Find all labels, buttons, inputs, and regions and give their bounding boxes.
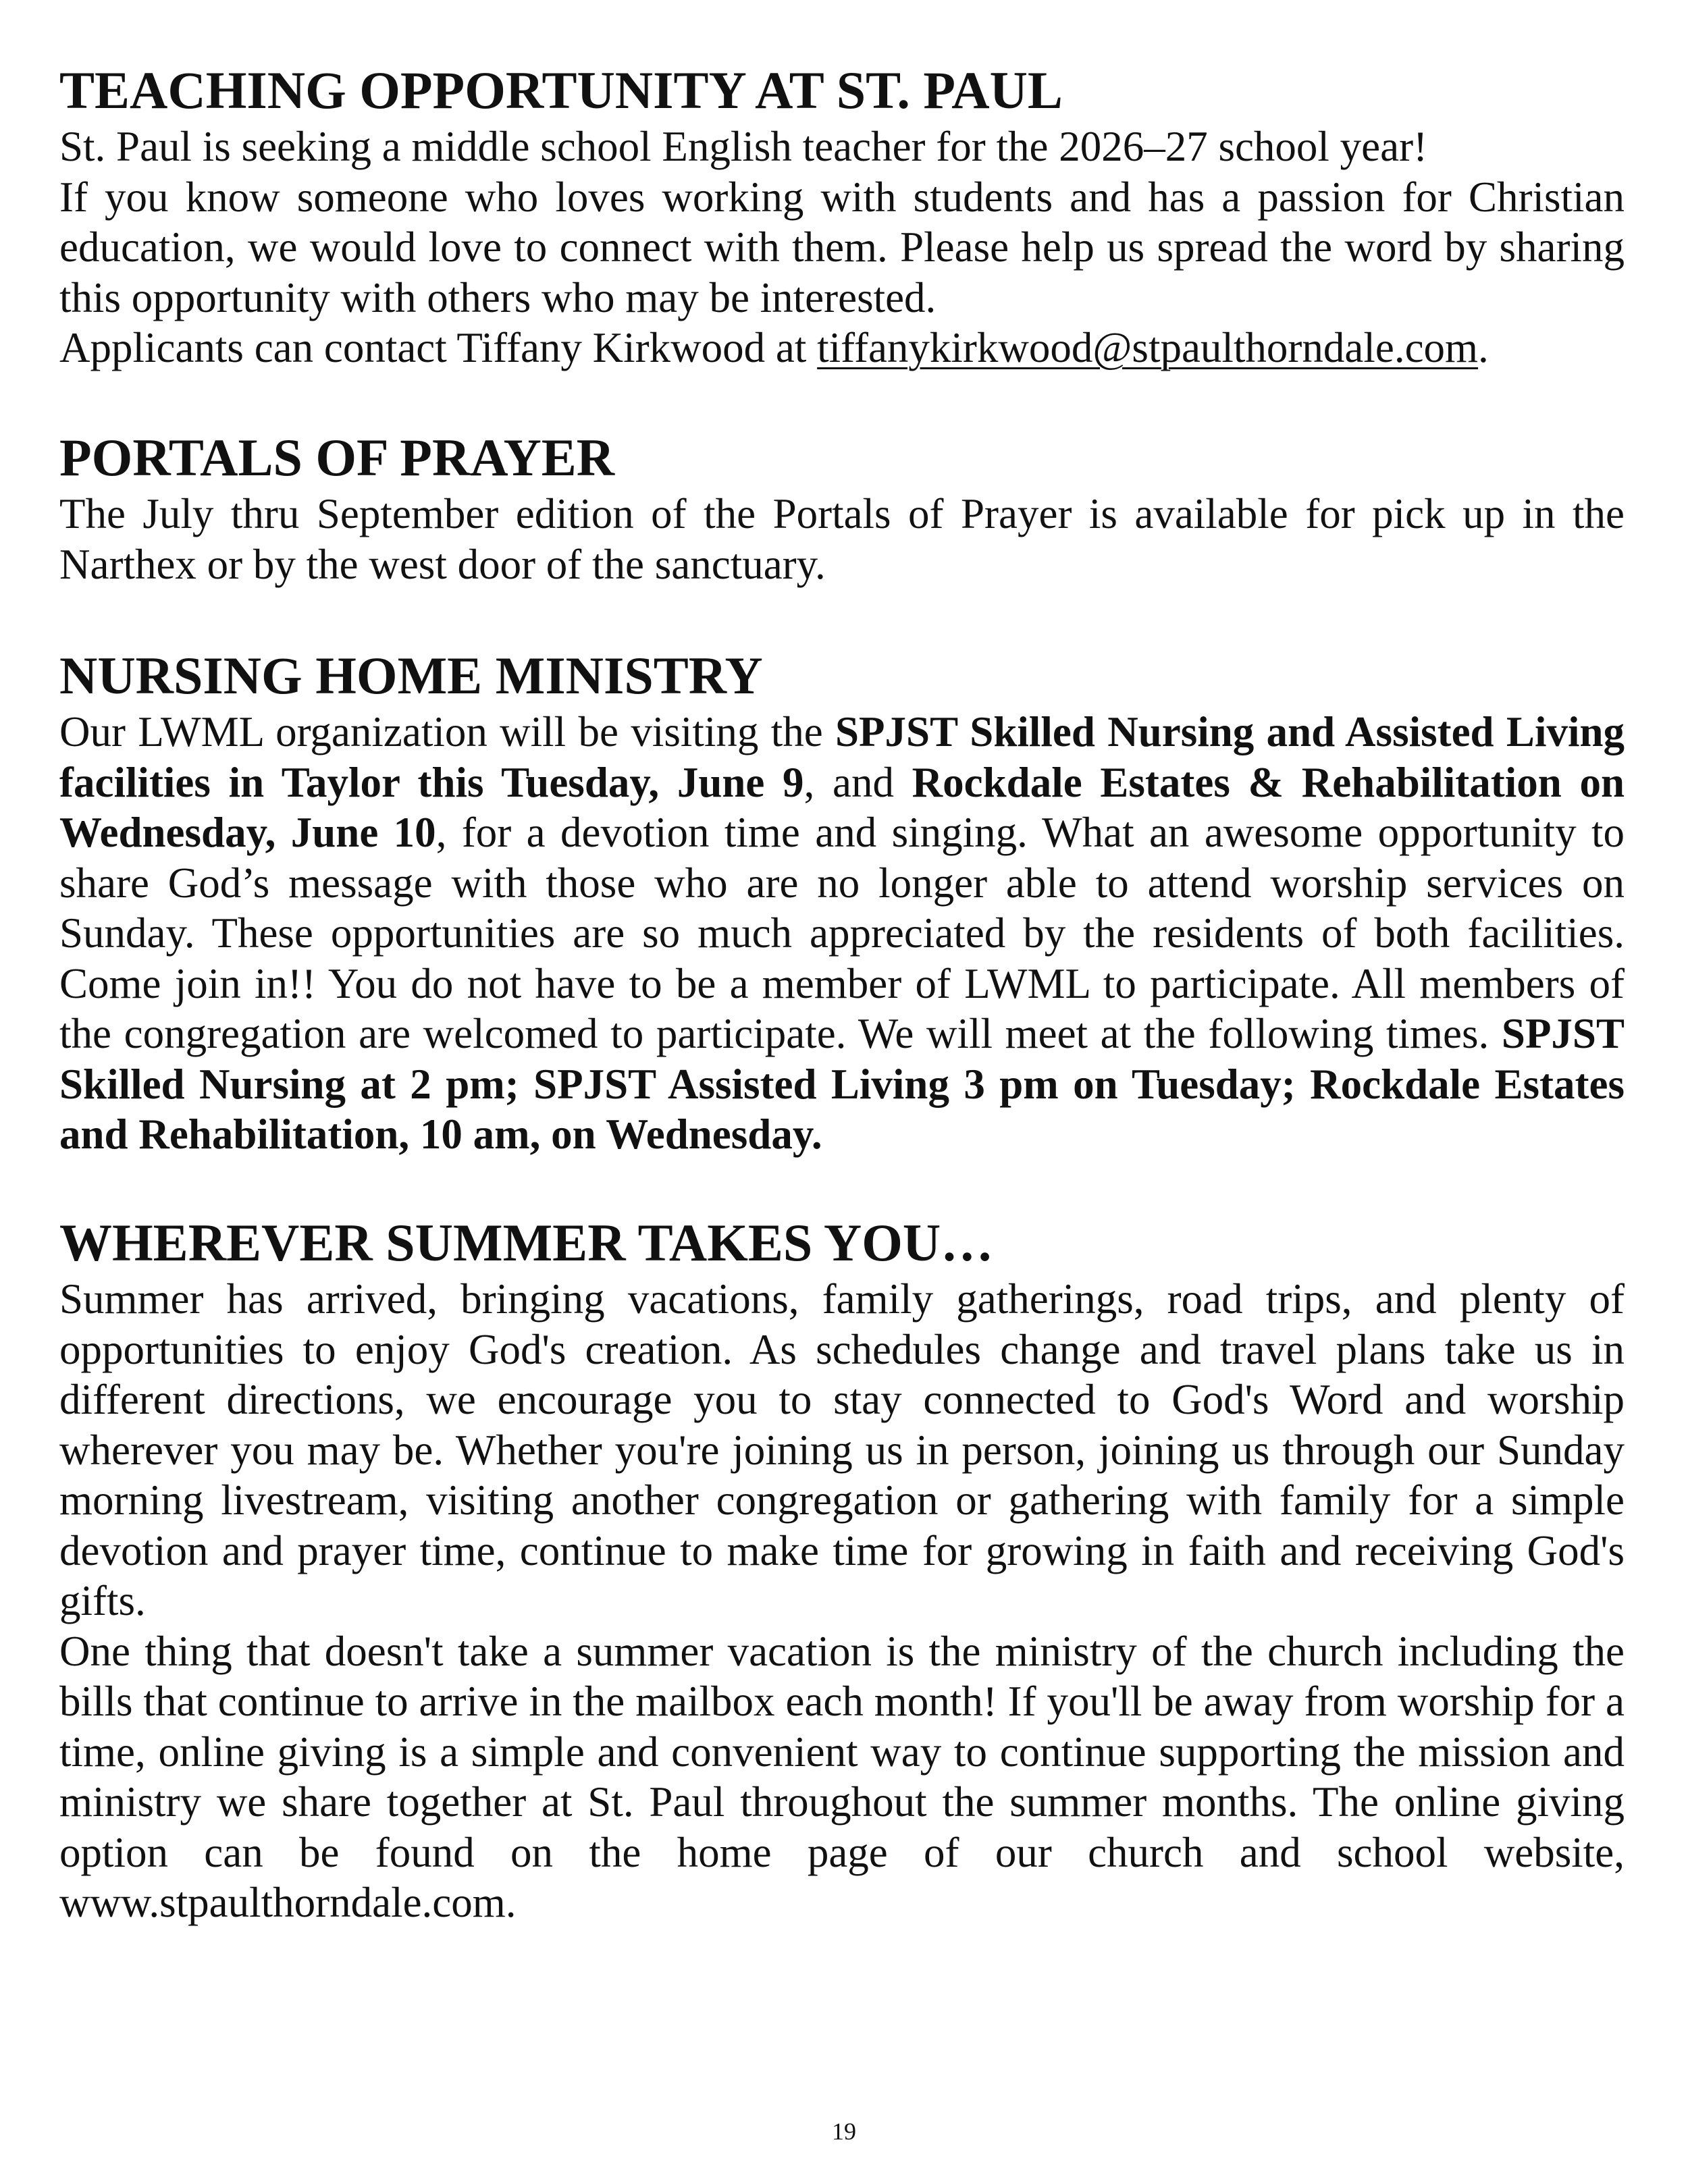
teaching-intro: St. Paul is seeking a middle school English teacher for the 2026–27 school year! <box>59 123 1428 170</box>
portals-heading: PORTALS OF PRAYER <box>59 428 615 487</box>
teaching-contact <box>59 323 1625 373</box>
summer-body-2: One thing that doesn't take a summer vacation is the ministry of the church including the bills that continue to arrive in the mailbox each month! If you'll be away from worship for a time, online giving is a simple and convenient way to continue supporting the mission and ministry we share together at St. Paul throughout the summer months. The online giving option can be found on the home page of our church and school website, www.stpaulthorndale.com. <box>59 1627 1625 1926</box>
teaching-heading: TEACHING OPPORTUNITY AT ST. PAUL <box>59 61 1063 119</box>
summer-body-1: Summer has arrived, bringing vacations, family gatherings, road trips, and plenty of opportunities to enjoy God's creation. As schedules change and travel plans take us in different directions, we encourage you to stay connected to God's Word and worship wherever you may be. Whether you're joining us in person, joining us through our Sunday morning livestream, visiting another congregation or gathering with family for a simple devotion and prayer time, continue to make time for growing in faith and receiving God's gifts. <box>59 1275 1625 1624</box>
contact-prefix: Applicants can contact Tiffany Kirkwood at <box>59 324 818 371</box>
nursing-taylor-visit: SPJST Skilled Nursing and Assisted Living facilities in Taylor this Tuesday, June 9 <box>59 708 1625 806</box>
nursing-body <box>59 707 1625 1160</box>
nursing-rockdale-visit: Rockdale Estates & Rehabilitation on Wednesday, June 10 <box>59 758 1625 856</box>
nursing-section <box>59 645 1625 1160</box>
contact-email-link[interactable]: tiffanykirkwood@stpaulthorndale.com <box>817 324 1479 371</box>
nursing-text-1: Our LWML organization will be visiting the <box>59 708 836 755</box>
page-number: 19 <box>832 2118 856 2145</box>
portals-body: The July thru September edition of the Portals of Prayer is available for pick up in the Narthex or by the west door of the sanctuary. <box>59 490 1625 588</box>
nursing-heading: NURSING HOME MINISTRY <box>59 646 763 705</box>
nursing-text-2: , and <box>803 758 912 806</box>
teaching-body: If you know someone who loves working with students and has a passion for Christian education, we would love to connect with them. Please help us spread the word by sharing this opportunity with others who may be interested. <box>59 173 1625 321</box>
nursing-schedule: SPJST Skilled Nursing at 2 pm; SPJST Assisted Living 3 pm on Tuesday; Rockdale Estates and Rehabilitation, 10 am, on Wednesday. <box>59 1010 1625 1158</box>
summer-heading: WHEREVER SUMMER TAKES YOU… <box>59 1213 994 1272</box>
nursing-text-3: , for a devotion time and singing. What an awesome opportunity to share God’s message with those who are no longer able to attend worship services on Sunday. These opportunities are so much appreciated by the residents of both facilities. Come join in!! You do not have to be a member of LWML to participate. All members of the congregation are welcomed to participate. We will meet at the following times. <box>59 809 1625 1057</box>
summer-section <box>59 1212 1625 1928</box>
teaching-section <box>59 59 1625 373</box>
portals-section <box>59 427 1625 589</box>
contact-suffix: . <box>1478 324 1489 371</box>
